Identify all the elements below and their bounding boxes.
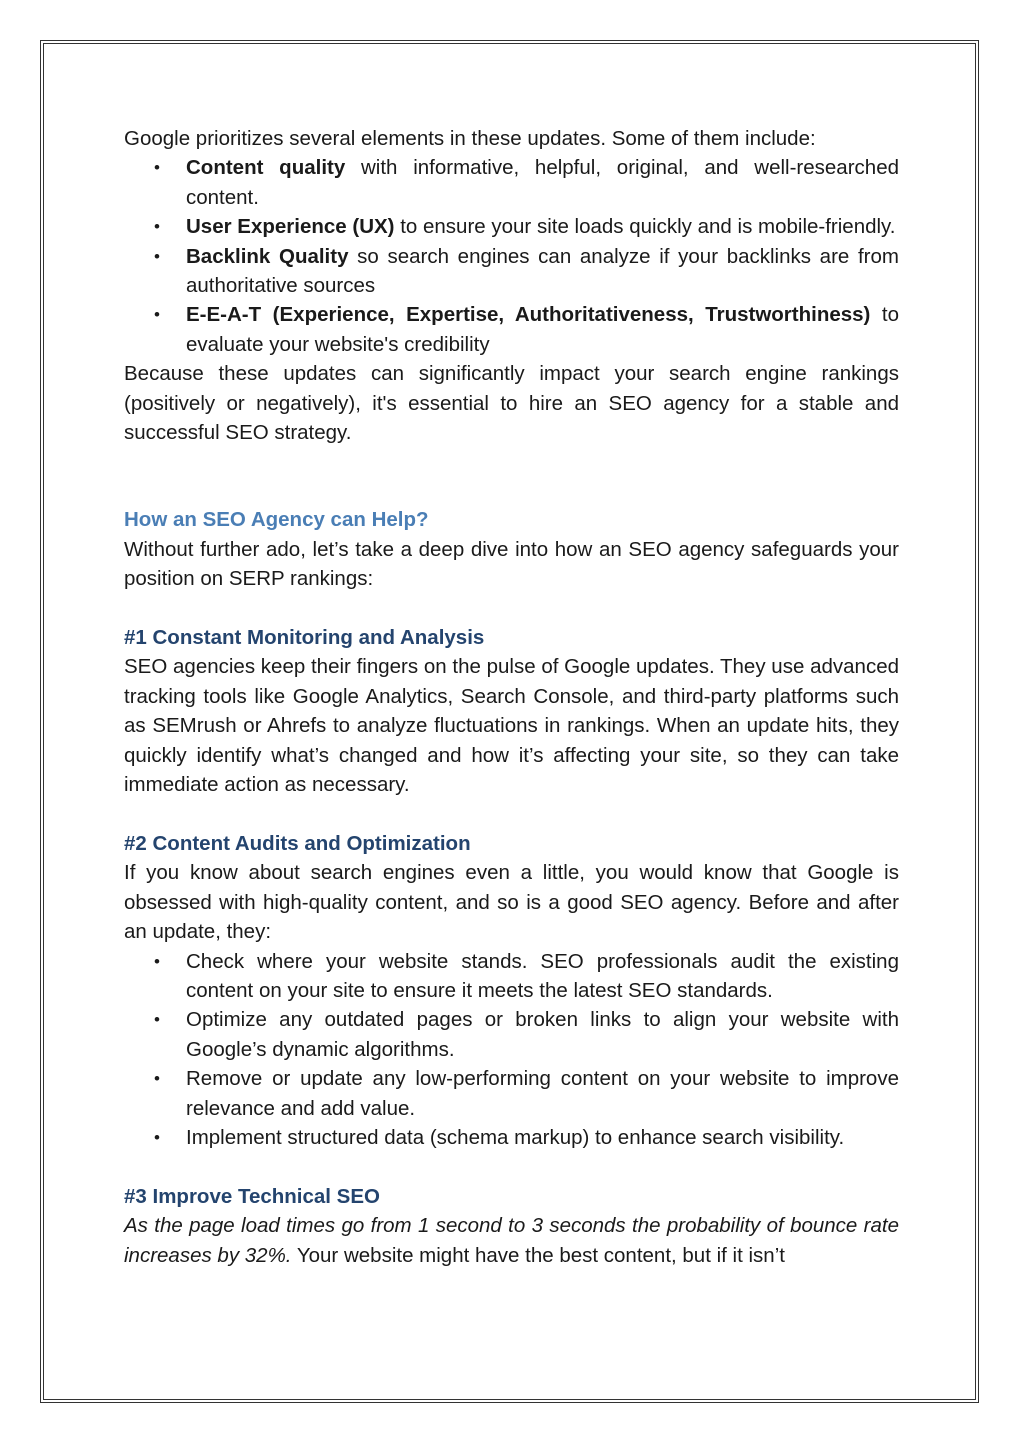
document-body [124,124,899,1270]
list-item-term: Content quality [186,156,346,180]
spacer [124,1152,899,1181]
list-item: • Check where your website stands. SEO professionals audit the existing content on your site to ensure it meets the latest SEO standards. [186,947,899,1006]
factors-list [124,153,899,359]
because-paragraph: Because these updates can significantly impact your search engine rankings (positively or negatively), it's essential to hire an SEO agency for a stable and successful SEO strategy. [124,362,899,445]
list-item-term: Backlink Quality [186,244,349,268]
section-1-paragraph: SEO agencies keep their fingers on the pulse of Google updates. They use advanced tracking tools like Google Analytics, Search Console, and third-party platforms such as SEMrush or Ahrefs to analyze fluctuations in rankings. When an update hits, they quickly identify what’s changed and how it’s affecting your site, so they can take immediate action as necessary. [124,655,899,797]
spacer [124,447,899,505]
list-item-text: to ensure your site loads quickly and is mobile-friendly. [394,215,896,239]
list-item [186,153,899,212]
list-item [186,242,899,301]
section-heading-2: #2 Content Audits and Optimization [124,831,471,855]
list-item-text: so search engines can analyze if your backlinks are from authoritative sources [186,244,899,298]
intro-paragraph: Google prioritizes several elements in these updates. Some of them include: [124,127,816,150]
section-heading-how: How an SEO Agency can Help? [124,508,429,532]
section-heading-1: #1 Constant Monitoring and Analysis [124,626,485,650]
spacer [124,594,899,623]
list-item: • Implement structured data (schema markup) to enhance search visibility. [186,1123,899,1152]
list-item [186,300,899,359]
section-heading-3: #3 Improve Technical SEO [124,1184,380,1208]
statistic-italic: As the page load times go from 1 second to 3 seconds the probability of bounce rate increases by 32%. [124,1214,899,1267]
list-item: • Optimize any outdated pages or broken links to align your website with Google’s dynamic algorithms. [186,1005,899,1064]
list-item: • Remove or update any low-performing content on your website to improve relevance and add value. [186,1064,899,1123]
section-3-paragraph [124,1211,899,1270]
list-item-term: E-E-A-T (Experience, Expertise, Authoritativeness, Trustworthiness) [186,303,871,327]
list-item-text: to evaluate your website's credibility [186,303,899,356]
section-3-text: Your website might have the best content, but if it isn’t [291,1243,785,1267]
section-how-paragraph: Without further ado, let’s take a deep dive into how an SEO agency safeguards your position on SERP rankings: [124,537,899,591]
spacer [124,800,899,829]
list-item-term: User Experience (UX) [186,215,395,239]
list-item-text: with informative, helpful, original, and well-researched content. [186,156,899,209]
audit-steps-list [124,947,899,1153]
section-2-paragraph: If you know about search engines even a little, you would know that Google is obsessed with high-quality content, and so is a good SEO agency. Before and after an update, they: [124,861,899,944]
list-item [186,212,899,241]
